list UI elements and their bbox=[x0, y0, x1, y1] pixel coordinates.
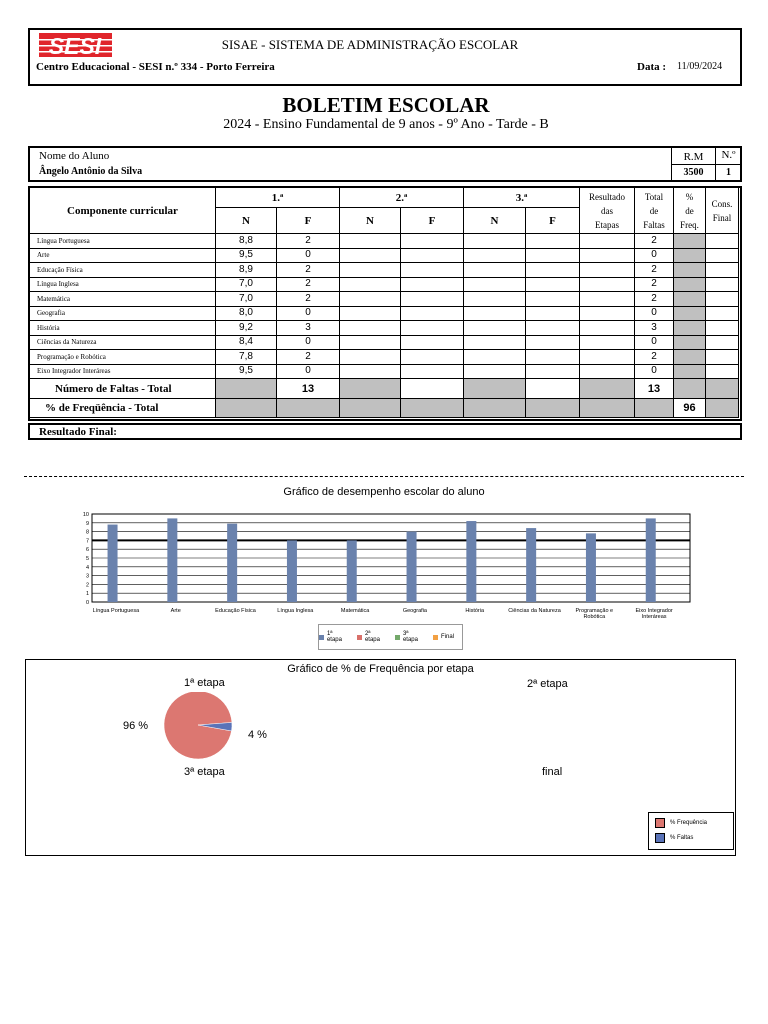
x-tick-label: Língua Portuguesa bbox=[92, 608, 140, 614]
legend-item bbox=[395, 631, 425, 643]
school-center: Centro Educacional - SESI n.º 334 - Porto Ferreira bbox=[36, 61, 275, 73]
rm-label: R.M bbox=[683, 151, 704, 163]
student-name: Ângelo Antônio da Silva bbox=[39, 166, 143, 177]
x-tick-label: Programação e bbox=[575, 608, 614, 614]
faltas-stage1: 13 bbox=[277, 379, 340, 399]
grade-n1: 9,2 bbox=[216, 321, 277, 336]
n2-header: N bbox=[340, 208, 401, 234]
sesi-logo bbox=[39, 33, 112, 57]
bar bbox=[167, 518, 177, 602]
y-tick-label: 10 bbox=[82, 512, 89, 518]
y-tick-label: 1 bbox=[85, 591, 89, 598]
y-tick-label: 3 bbox=[85, 573, 89, 580]
dashed-separator bbox=[24, 476, 744, 477]
y-tick-label: 4 bbox=[85, 564, 89, 571]
subject-name: História bbox=[30, 321, 216, 336]
grade-n1: 8,4 bbox=[216, 335, 277, 350]
stage3-header: 3.ª bbox=[464, 188, 580, 208]
x-tick-label: Arte bbox=[170, 608, 181, 614]
pie-chart-stage1 bbox=[160, 692, 240, 762]
freq-total-value: 96 bbox=[674, 399, 706, 418]
comp-header: Componente curricular bbox=[30, 188, 216, 234]
y-tick-label: 7 bbox=[85, 538, 89, 545]
grade-n1: 9,5 bbox=[216, 364, 277, 379]
num-label: N.º bbox=[721, 149, 736, 161]
pie-label-freq: 96 % bbox=[123, 720, 149, 732]
cons-final-header: Cons. Final bbox=[706, 188, 739, 234]
subject-name: Geografia bbox=[30, 306, 216, 321]
bar-chart bbox=[80, 510, 700, 630]
x-tick-label: Matemática bbox=[340, 608, 370, 614]
legend-swatch bbox=[319, 635, 324, 640]
bar bbox=[347, 540, 357, 602]
f1-header: F bbox=[277, 208, 340, 234]
x-tick-label: Robótica bbox=[583, 614, 606, 620]
subject-name: Programação e Robótica bbox=[30, 350, 216, 365]
pie-label-faltas: 4 % bbox=[248, 729, 267, 741]
legend-item bbox=[655, 818, 733, 828]
page-title: BOLETIM ESCOLAR bbox=[282, 93, 490, 117]
subject-name: Língua Inglesa bbox=[30, 277, 216, 292]
faltas-total-value: 13 bbox=[635, 379, 674, 399]
page-subtitle: 2024 - Ensino Fundamental de 9 anos - 9º Ano - Tarde - B bbox=[223, 117, 549, 132]
subject-name: Língua Portuguesa bbox=[30, 234, 216, 249]
absence-f1: 0 bbox=[277, 248, 340, 263]
x-tick-label: História bbox=[465, 608, 485, 614]
final-result-label: Resultado Final: bbox=[39, 426, 117, 438]
grade-n1: 7,8 bbox=[216, 350, 277, 365]
bar bbox=[646, 518, 656, 602]
f3-header: F bbox=[526, 208, 580, 234]
subject-name: Ciências da Natureza bbox=[30, 335, 216, 350]
bar-chart-legend bbox=[318, 624, 463, 650]
panel-2-label: 2ª etapa bbox=[527, 678, 568, 690]
x-tick-label: Língua Inglesa bbox=[277, 608, 314, 614]
stage1-header: 1.ª bbox=[216, 188, 340, 208]
subject-name: Matemática bbox=[30, 292, 216, 307]
date-value: 11/09/2024 bbox=[677, 61, 723, 72]
total-absences: 0 bbox=[635, 335, 674, 350]
bar bbox=[407, 532, 417, 602]
n3-header: N bbox=[464, 208, 526, 234]
grade-n1: 9,5 bbox=[216, 248, 277, 263]
legend-swatch bbox=[357, 635, 362, 640]
freq-total-label: % de Freqüência - Total bbox=[30, 399, 216, 418]
absence-f1: 2 bbox=[277, 350, 340, 365]
total-absences: 2 bbox=[635, 350, 674, 365]
f2-header: F bbox=[401, 208, 464, 234]
legend-swatch bbox=[655, 833, 665, 843]
grade-n1: 8,8 bbox=[216, 234, 277, 249]
legend-label: 2ª etapa bbox=[364, 631, 380, 643]
absence-f1: 2 bbox=[277, 292, 340, 307]
y-tick-label: 9 bbox=[85, 520, 89, 527]
final-result-box bbox=[28, 423, 742, 440]
absence-f1: 0 bbox=[277, 335, 340, 350]
absence-f1: 3 bbox=[277, 321, 340, 336]
legend-label: % Faltas bbox=[670, 835, 694, 841]
legend-swatch bbox=[395, 635, 400, 640]
y-tick-label: 2 bbox=[85, 582, 89, 589]
absence-f1: 2 bbox=[277, 263, 340, 278]
pct-freq-header: % de Freq. bbox=[674, 188, 706, 234]
panel-4-label: final bbox=[542, 766, 563, 778]
legend-swatch bbox=[433, 635, 438, 640]
x-tick-label: Ciências da Natureza bbox=[508, 608, 561, 614]
grade-n1: 7,0 bbox=[216, 277, 277, 292]
legend-item bbox=[319, 631, 349, 643]
y-tick-label: 0 bbox=[85, 600, 89, 606]
absence-f1: 2 bbox=[277, 277, 340, 292]
total-absences: 3 bbox=[635, 321, 674, 336]
legend-label: 3ª etapa bbox=[402, 631, 418, 643]
bar bbox=[108, 525, 118, 602]
bar-chart-title: Gráfico de desempenho escolar do aluno bbox=[283, 486, 485, 498]
x-tick-label: Geografia bbox=[402, 608, 427, 614]
legend-label: % Frequência bbox=[670, 820, 708, 826]
freq-chart-box bbox=[25, 659, 736, 856]
panel-3-label: 3ª etapa bbox=[184, 766, 225, 778]
total-faltas-header: Total de Faltas bbox=[635, 188, 674, 234]
legend-item bbox=[433, 634, 454, 640]
grade-n1: 8,0 bbox=[216, 306, 277, 321]
total-absences: 2 bbox=[635, 277, 674, 292]
faltas-total-label: Número de Faltas - Total bbox=[30, 379, 216, 399]
total-absences: 2 bbox=[635, 234, 674, 249]
grade-n1: 7,0 bbox=[216, 292, 277, 307]
legend-label: Final bbox=[441, 634, 455, 640]
pie-chart-legend bbox=[648, 812, 734, 850]
x-tick-label: Eixo Integrador bbox=[635, 608, 673, 614]
x-tick-label: Interáreas bbox=[641, 614, 667, 620]
y-tick-label: 6 bbox=[85, 547, 89, 554]
total-absences: 0 bbox=[635, 248, 674, 263]
panel-1-label: 1ª etapa bbox=[184, 677, 225, 689]
table-outer-border bbox=[28, 186, 742, 421]
date-label: Data : bbox=[637, 61, 667, 73]
rm-value: 3500 bbox=[683, 167, 704, 178]
legend-label: 1ª etapa bbox=[326, 631, 342, 643]
freq-chart-title: Gráfico de % de Frequência por etapa bbox=[287, 663, 474, 675]
bar bbox=[466, 521, 476, 602]
system-title: SISAE - SISTEMA DE ADMINISTRAÇÃO ESCOLAR bbox=[221, 37, 519, 52]
student-name-label: Nome do Aluno bbox=[39, 150, 110, 162]
absence-f1: 0 bbox=[277, 364, 340, 379]
total-absences: 2 bbox=[635, 263, 674, 278]
legend-item bbox=[655, 833, 733, 843]
y-tick-label: 8 bbox=[85, 529, 89, 536]
absence-f1: 2 bbox=[277, 234, 340, 249]
stage2-header: 2.ª bbox=[340, 188, 464, 208]
bar bbox=[287, 540, 297, 602]
subject-name: Arte bbox=[30, 248, 216, 263]
y-tick-label: 5 bbox=[85, 556, 89, 562]
legend-item bbox=[357, 631, 387, 643]
x-tick-label: Educação Física bbox=[215, 608, 256, 614]
grade-n1: 8,9 bbox=[216, 263, 277, 278]
result-header: Resultado das Etapas bbox=[580, 188, 635, 234]
student-divider bbox=[671, 164, 741, 165]
n1-header: N bbox=[216, 208, 277, 234]
total-absences: 0 bbox=[635, 306, 674, 321]
subject-name: Educação Física bbox=[30, 263, 216, 278]
sesi-logo-text: SESI bbox=[48, 33, 102, 57]
subject-name: Eixo Integrador Interáreas bbox=[30, 364, 216, 379]
bar bbox=[586, 533, 596, 602]
absence-f1: 0 bbox=[277, 306, 340, 321]
num-value: 1 bbox=[726, 167, 731, 178]
legend-swatch bbox=[655, 818, 665, 828]
total-absences: 0 bbox=[635, 364, 674, 379]
bar bbox=[227, 524, 237, 602]
total-absences: 2 bbox=[635, 292, 674, 307]
bar bbox=[526, 528, 536, 602]
